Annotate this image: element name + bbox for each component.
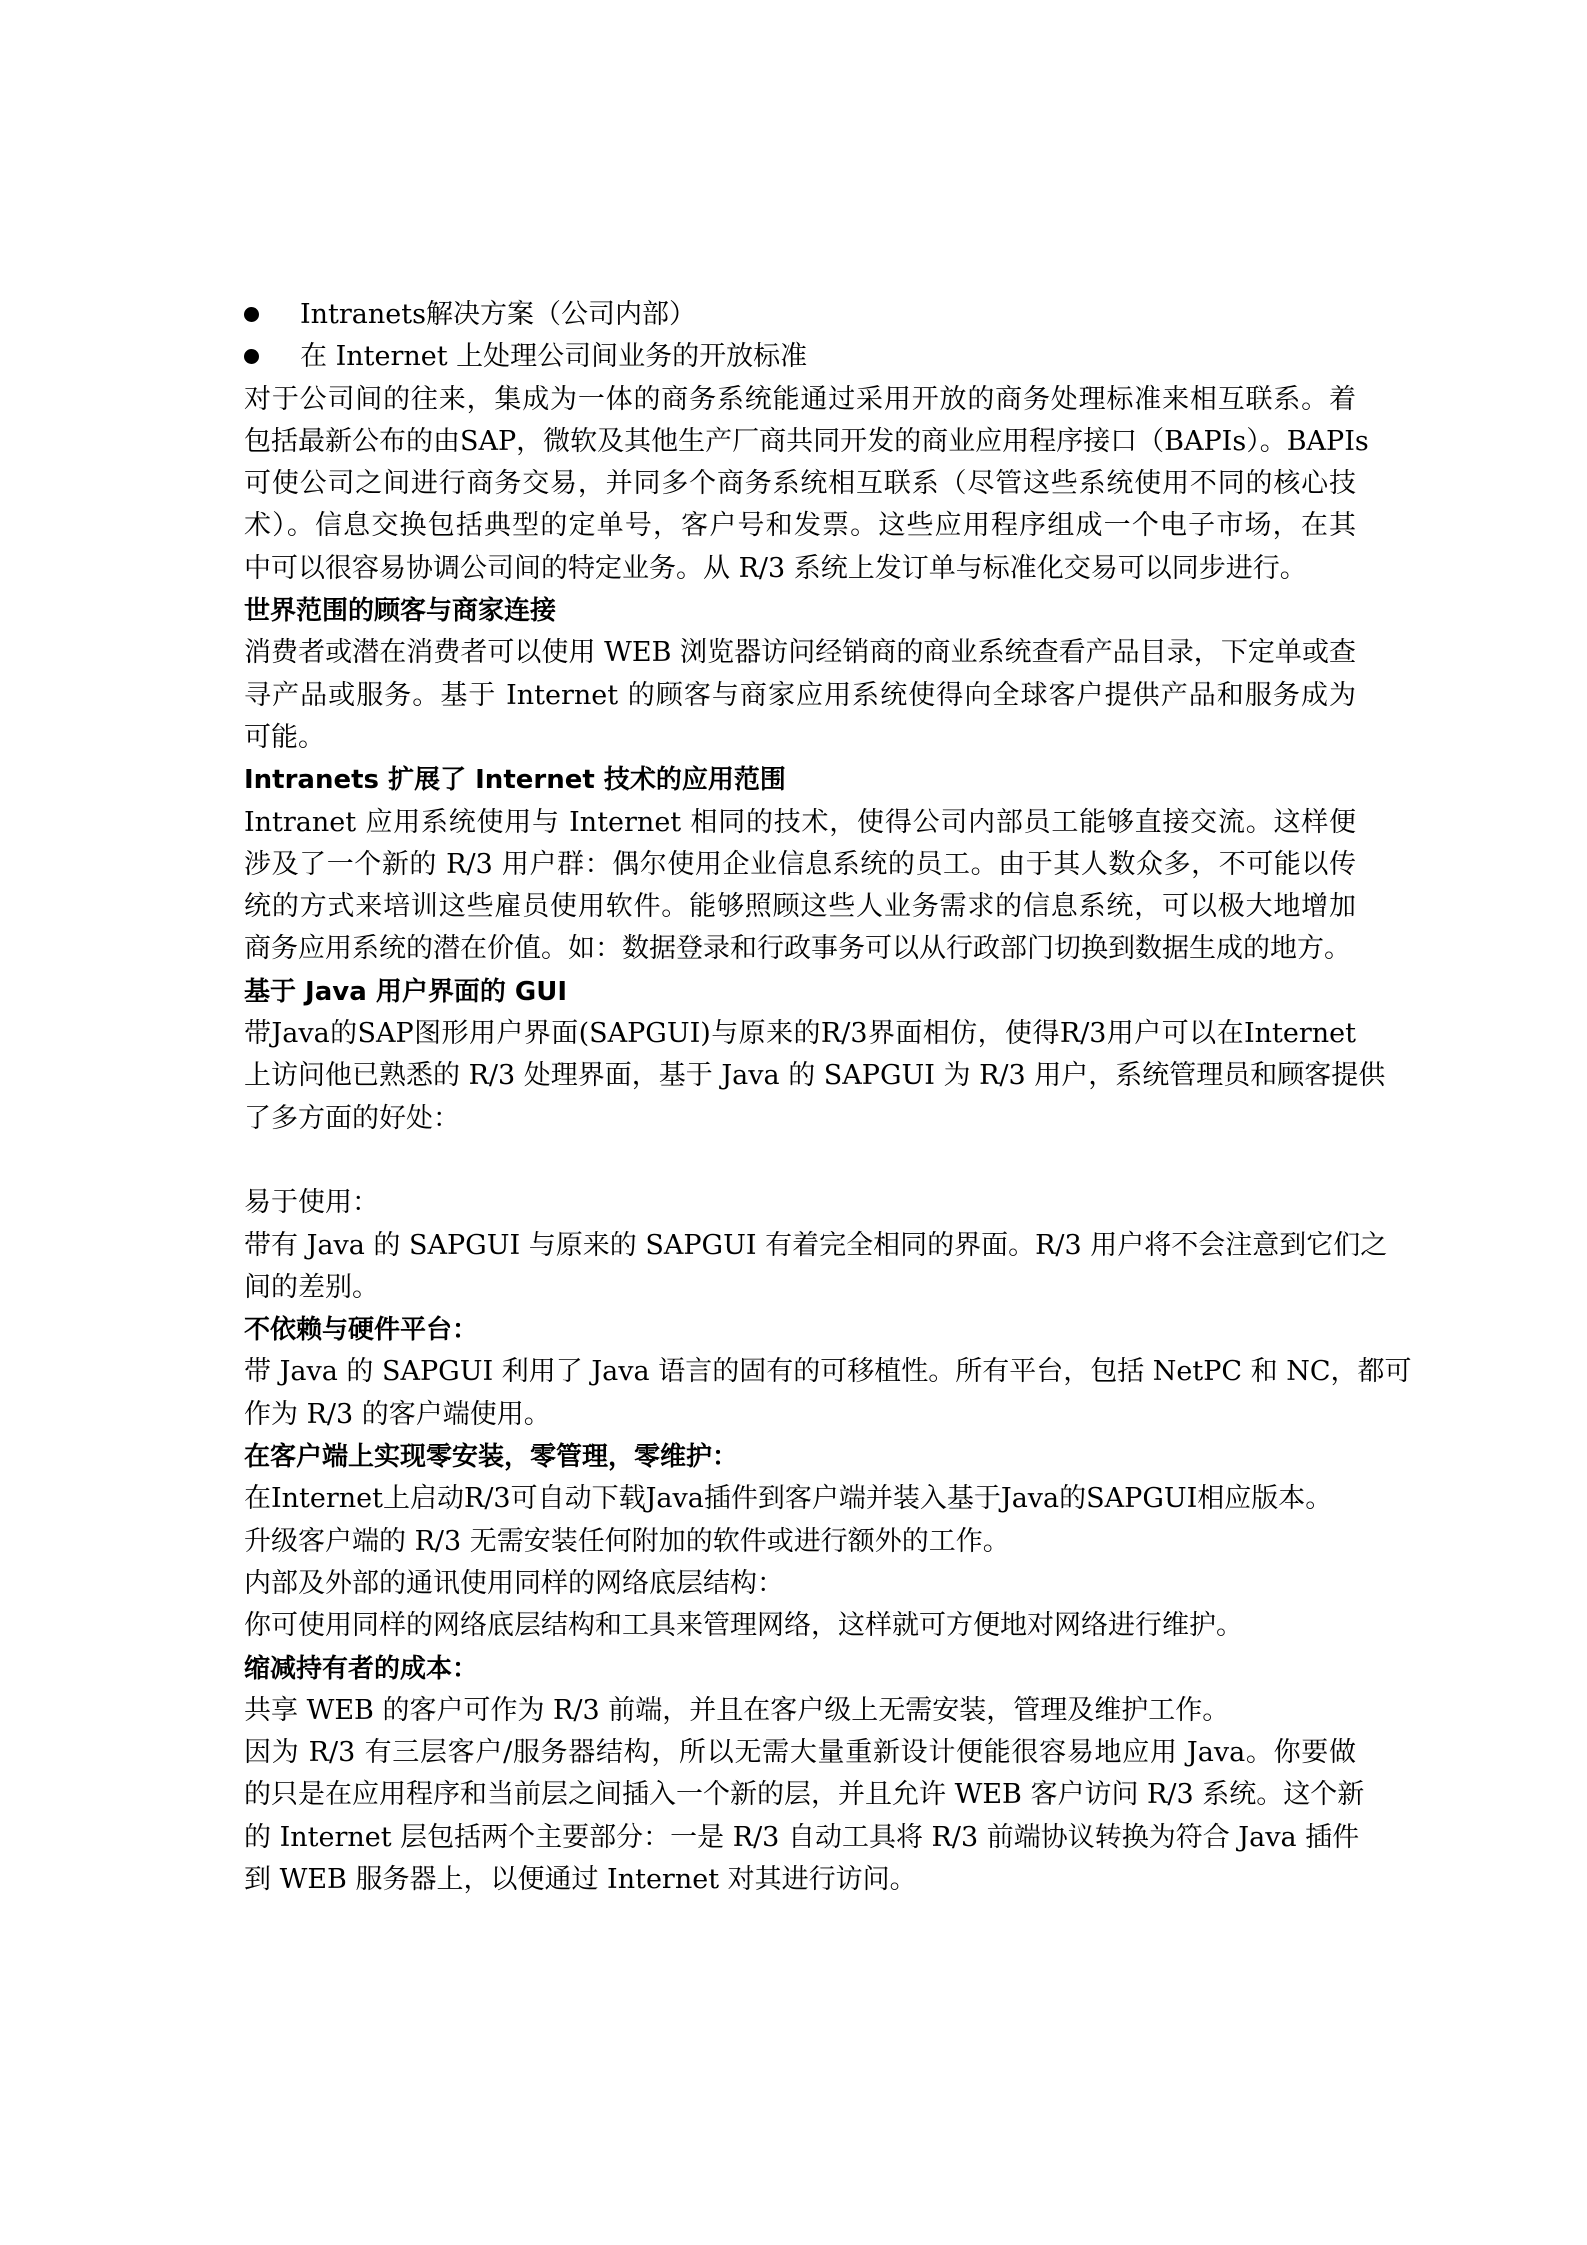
section-heading: Intranets 扩展了 Internet 技术的应用范围 xyxy=(244,765,786,796)
paragraph-line: 带Java的SAP图形用户界面(SAPGUI)与原来的R/3界面相仿，使得R/3用户可以在Internet xyxy=(244,1018,1356,1050)
paragraph-line: 升级客户端的 R/3 无需安装任何附加的软件或进行额外的工作。 xyxy=(244,1525,1010,1557)
paragraph-line: 商务应用系统的潜在价值。如：数据登录和行政事务可以从行政部门切换到数据生成的地方。 xyxy=(244,933,1351,965)
section-heading: 世界范围的顾客与商家连接 xyxy=(244,596,557,627)
section-heading: 在客户端上实现零安装，零管理，零维护： xyxy=(244,1442,739,1473)
paragraph-line: 到 WEB 服务器上，以便通过 Internet 对其进行访问。 xyxy=(244,1863,917,1895)
bullet-item xyxy=(244,294,1356,336)
paragraph-line: 涉及了一个新的 R/3 用户群：偶尔使用企业信息系统的员工。由于其人数众多，不可能以传 xyxy=(244,848,1356,880)
paragraph-line: 上访问他已熟悉的 R/3 处理界面，基于 Java 的 SAPGUI 为 R/3 用户，系统管理员和顾客提供 xyxy=(244,1060,1386,1092)
paragraph-line: Intranet 应用系统使用与 Internet 相同的技术，使得公司内部员工能够直接交流。这样便 xyxy=(244,806,1356,838)
paragraph-line: 中可以很容易协调公司间的特定业务。从 R/3 系统上发订单与标准化交易可以同步进行。 xyxy=(244,552,1307,584)
bullet-text: 在 Internet 上处理公司间业务的开放标准 xyxy=(300,341,808,373)
section xyxy=(244,379,1369,590)
paragraph-line: 可使公司之间进行商务交易，并同多个商务系统相互联系（尽管这些系统使用不同的核心技 xyxy=(244,468,1356,500)
bullet-icon xyxy=(244,307,259,322)
paragraph-line xyxy=(244,1140,1356,1182)
paragraph-line: 术）。信息交换包括典型的定单号，客户号和发票。这些应用程序组成一个电子市场，在其 xyxy=(244,510,1356,542)
paragraph-line: 易于使用： xyxy=(244,1187,379,1219)
paragraph-line: 内部及外部的通讯使用同样的网络底层结构： xyxy=(244,1567,784,1599)
section xyxy=(244,1309,1412,1436)
paragraph-line: 作为 R/3 的客户端使用。 xyxy=(244,1398,551,1430)
paragraph-line: 的 Internet 层包括两个主要部分：一是 R/3 自动工具将 R/3 前端协议转换为符合 Java 插件 xyxy=(244,1821,1360,1853)
paragraph-line: 在Internet上启动R/3可自动下载Java插件到客户端并装入基于Java的SAPGUI相应版本。 xyxy=(244,1483,1333,1515)
section xyxy=(244,1648,1365,1902)
paragraph-line: 对于公司间的往来，集成为一体的商务系统能通过采用开放的商务处理标准来相互联系。着 xyxy=(244,383,1356,415)
section-heading: 基于 Java 用户界面的 GUI xyxy=(244,976,567,1007)
paragraph-line: 的只是在应用程序和当前层之间插入一个新的层，并且允许 WEB 客户访问 R/3 系统。这个新 xyxy=(244,1779,1365,1811)
paragraph-line: 消费者或潜在消费者可以使用 WEB 浏览器访问经销商的商业系统查看产品目录，下定单或查 xyxy=(244,637,1356,669)
paragraph-line: 包括最新公布的由SAP，微软及其他生产厂商共同开发的商业应用程序接口（BAPIs）。BAPIs xyxy=(244,425,1369,457)
paragraph-line: 了多方面的好处： xyxy=(244,1102,460,1134)
bullet-item xyxy=(244,336,1356,378)
paragraph-line: 带有 Java 的 SAPGUI 与原来的 SAPGUI 有着完全相同的界面。R/3 用户将不会注意到它们之 xyxy=(244,1229,1388,1261)
section-heading: 缩减持有者的成本： xyxy=(244,1653,479,1684)
document-page xyxy=(244,294,1412,1901)
paragraph-line: 因为 R/3 有三层客户/服务器结构，所以无需大量重新设计便能很容易地应用 Java。你要做 xyxy=(244,1737,1356,1769)
paragraph-line: 你可使用同样的网络底层结构和工具来管理网络，这样就可方便地对网络进行维护。 xyxy=(244,1610,1243,1642)
section xyxy=(244,1436,1356,1647)
section xyxy=(244,590,1356,759)
section xyxy=(244,971,1388,1309)
section xyxy=(244,759,1356,970)
bullet-icon xyxy=(244,349,259,364)
section-heading: 不依赖与硬件平台： xyxy=(244,1315,479,1346)
paragraph-line: 间的差别。 xyxy=(244,1271,379,1303)
paragraph-line: 可能。 xyxy=(244,721,325,753)
paragraph-line: 寻产品或服务。基于 Internet 的顾客与商家应用系统使得向全球客户提供产品和服务成为 xyxy=(244,679,1356,711)
bullet-text: Intranets解决方案（公司内部） xyxy=(300,299,696,330)
paragraph-line: 共享 WEB 的客户可作为 R/3 前端，并且在客户级上无需安装，管理及维护工作。 xyxy=(244,1694,1230,1726)
document-body xyxy=(244,379,1412,1902)
paragraph-line: 统的方式来培训这些雇员使用软件。能够照顾这些人业务需求的信息系统，可以极大地增加 xyxy=(244,891,1356,923)
paragraph-line: 带 Java 的 SAPGUI 利用了 Java 语言的固有的可移植性。所有平台，包括 NetPC 和 NC，都可 xyxy=(244,1356,1412,1388)
